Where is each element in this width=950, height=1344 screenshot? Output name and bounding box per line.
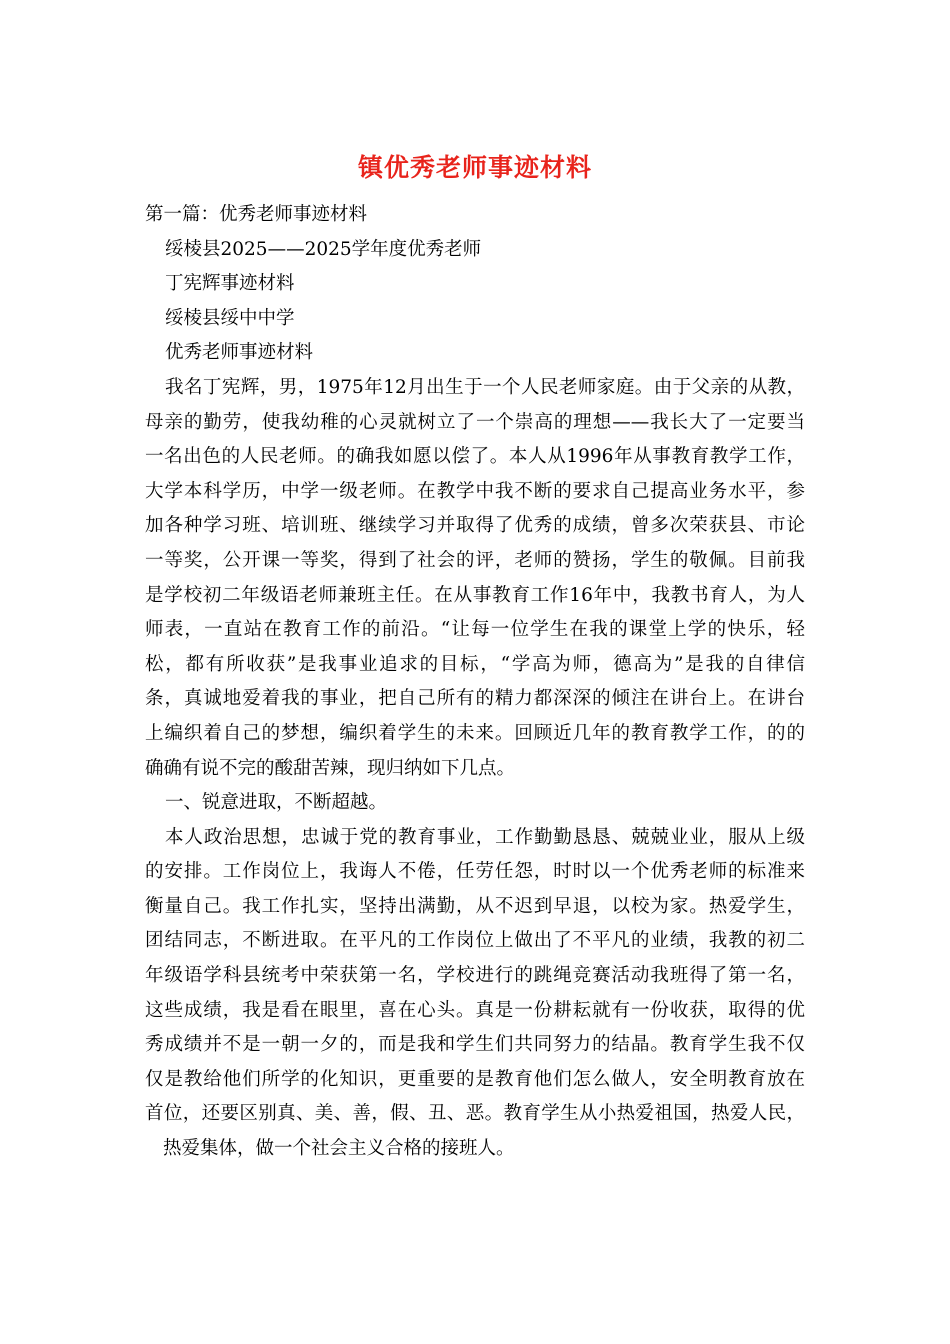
subtitle-line: 绥棱县2025——2025学年度优秀老师 (165, 238, 482, 260)
paragraph-line: 这些成绩，我是看在眼里，喜在心头。真是一份耕耘就有一份收获，取得的优 (145, 999, 805, 1021)
section-heading: 第一篇：优秀老师事迹材料 (145, 204, 368, 225)
paragraph-line: 一名出色的人民老师。的确我如愿以偿了。本人从1996年从事教育教学工作， (145, 446, 805, 468)
paragraph-line: 团结同志，不断进取。在平凡的工作岗位上做出了不平凡的业绩，我教的初二 (145, 930, 805, 952)
subtitle-line: 优秀老师事迹材料 (165, 342, 314, 364)
paragraph-line: 确确有说不完的酸甜苦辣，现归纳如下几点。 (145, 757, 516, 779)
paragraph-line: 本人政治思想，忠诚于党的教育事业，工作勤勤恳恳、兢兢业业，服从上级 (165, 826, 805, 848)
paragraph-line: 上编织着自己的梦想，编织着学生的未来。回顾近几年的教育教学工作，的的 (145, 722, 805, 744)
paragraph-line: 加各种学习班、培训班、继续学习并取得了优秀的成绩，曾多次荣获县、市论 (145, 515, 805, 537)
paragraph-line: 一等奖，公开课一等奖，得到了社会的评，老师的赞扬，学生的敬佩。目前我 (145, 549, 805, 571)
document-title: 镇优秀老师事迹材料 (357, 153, 592, 182)
paragraph-line: 衡量自己。我工作扎实，坚持出满勤，从不迟到早退，以校为家。热爱学生， (145, 895, 805, 917)
paragraph-line: 松，都有所收获”是我事业追求的目标，“学高为师，德高为”是我的自律信 (145, 653, 805, 675)
document-body (145, 198, 805, 1167)
paragraph-line: 秀成绩并不是一朝一夕的，而是我和学生们共同努力的结晶。教育学生我不仅 (145, 1034, 805, 1056)
subtitle-line: 丁宪辉事迹材料 (165, 273, 295, 295)
paragraph-line: 是学校初二年级语老师兼班主任。在从事教育工作16年中，我教书育人，为人 (145, 584, 805, 606)
paragraph-line: 大学本科学历，中学一级老师。在教学中我不断的要求自己提高业务水平，参 (145, 480, 805, 502)
section-subheading: 一、锐意进取，不断超越。 (165, 792, 388, 814)
subtitle-line: 绥棱县绥中中学 (165, 307, 295, 329)
paragraph-line: 条，真诚地爱着我的事业，把自己所有的精力都深深的倾注在讲台上。在讲台 (145, 688, 805, 710)
paragraph-line: 的安排。工作岗位上，我诲人不倦，任劳任怨，时时以一个优秀老师的标准来 (145, 861, 805, 883)
paragraph-line: 仅是教给他们所学的化知识，更重要的是教育他们怎么做人，安全明教育放在 (145, 1068, 805, 1090)
paragraph-line: 首位，还要区别真、美、善，假、丑、恶。教育学生从小热爱祖国，热爱人民， (145, 1103, 805, 1125)
paragraph-line: 热爱集体，做一个社会主义合格的接班人。 (163, 1138, 515, 1160)
paragraph-line: 我名丁宪辉，男，1975年12月出生于一个人民老师家庭。由于父亲的从教， (165, 376, 805, 398)
paragraph-line: 师表，一直站在教育工作的前沿。“让每一位学生在我的课堂上学的快乐，轻 (145, 619, 805, 641)
paragraph-line: 母亲的勤劳，使我幼稚的心灵就树立了一个崇高的理想——我长大了一定要当 (145, 411, 805, 433)
paragraph-line: 年级语学科县统考中荣获第一名，学校进行的跳绳竞赛活动我班得了第一名， (145, 965, 805, 987)
